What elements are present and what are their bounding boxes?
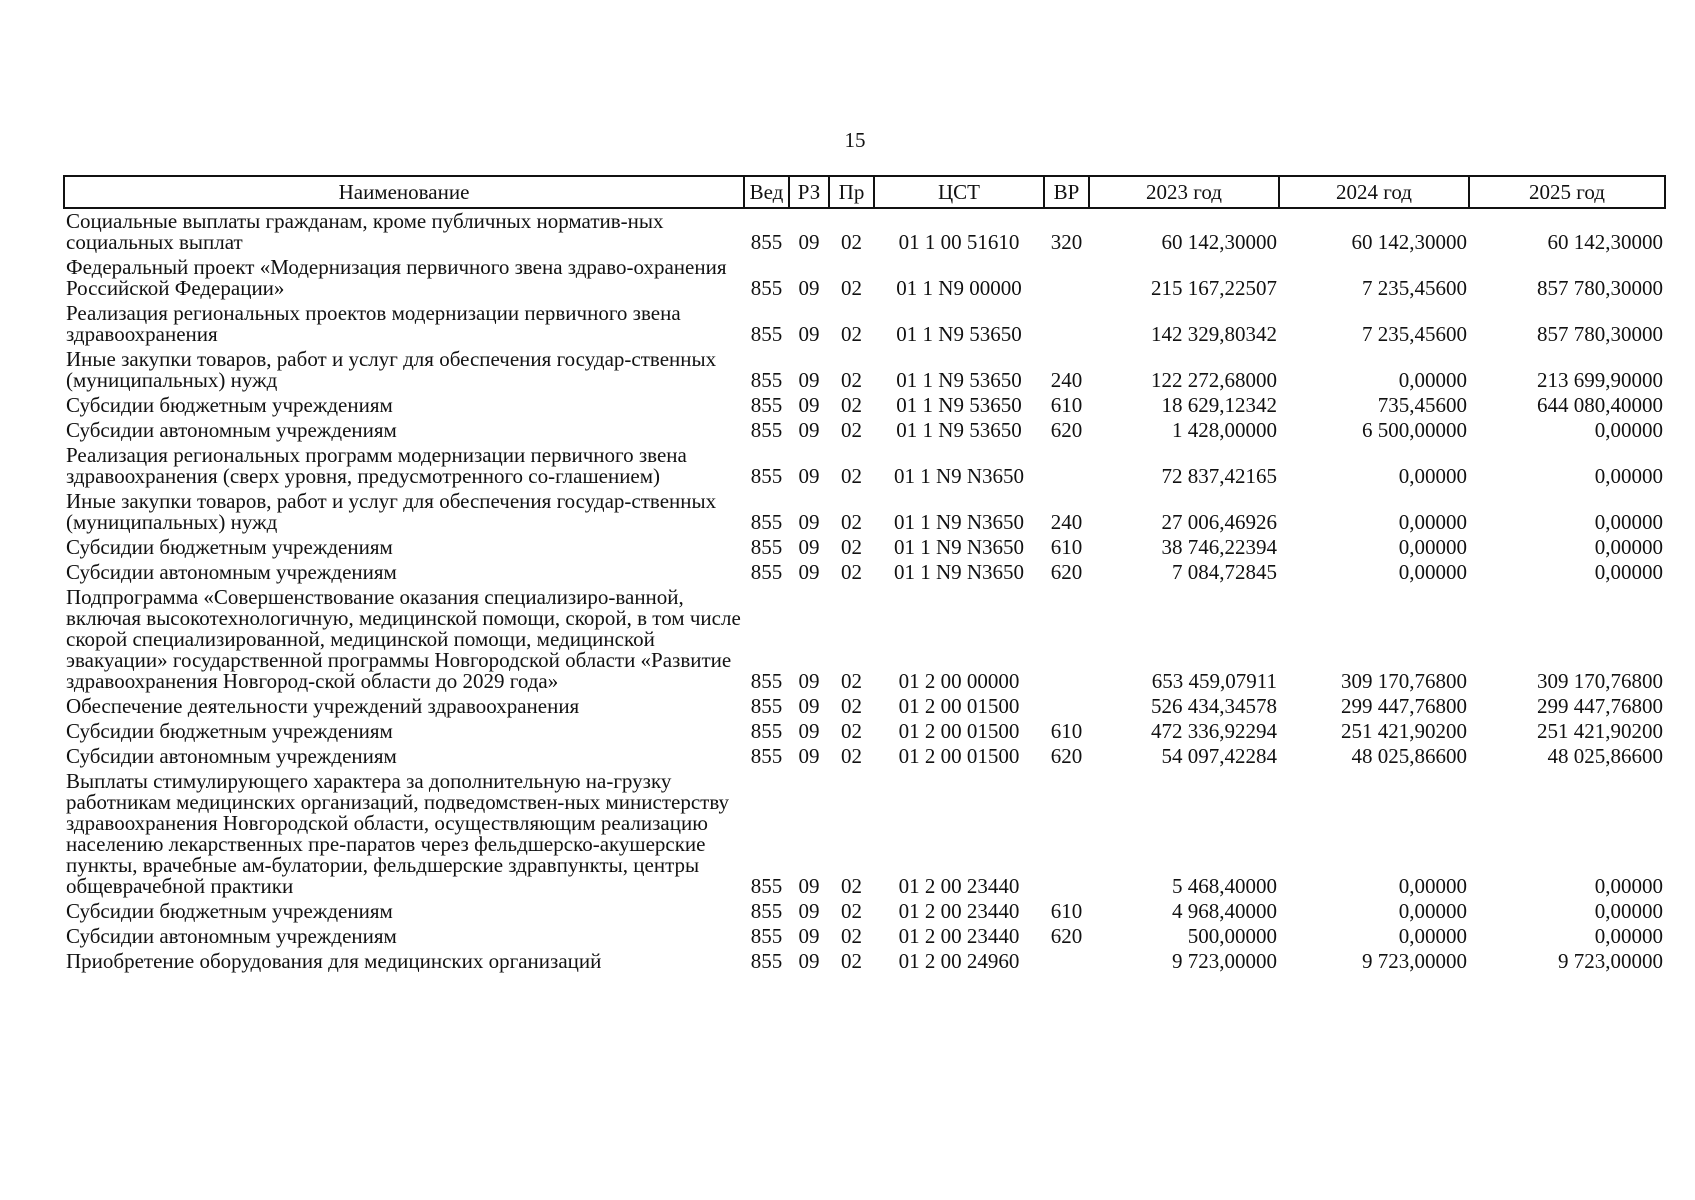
row-pr: 02 [841,669,862,693]
row-rz: 09 [798,535,820,559]
table-row [64,924,1665,949]
row-name: Реализация региональных программ модернизации первичного звена здравоохранения (сверх уровня, предусмотренного со-глашением) [66,443,687,488]
row-rz: 09 [798,393,820,417]
row-name: Выплаты стимулирующего характера за дополнительную на-грузку работникам медицинских организаций, подведомствен-ных министерству здравоохранения Новгородской области, осуществляющим реализацию населению лекарственных пре-паратов через фельдшерско-акушерские пункты, врачебные ам-булатории, фельдшерские здравпункты, центры общеврачебной практики [66,769,730,898]
row-value-2024: 0,00000 [1398,560,1467,584]
table-row [64,489,1665,535]
row-pr: 02 [841,418,862,442]
row-pr: 02 [841,535,862,559]
row-value-2024: 0,00000 [1398,924,1467,948]
row-name: Субсидии бюджетным учреждениям [66,899,393,923]
row-value-2023: 54 097,42284 [1161,744,1277,768]
row-pr: 02 [841,874,862,898]
row-name: Иные закупки товаров, работ и услуг для обеспечения государ-ственных (муниципальных) нужд [66,489,717,534]
row-rz: 09 [798,464,820,488]
table-row [64,719,1665,744]
row-name: Субсидии бюджетным учреждениям [66,535,393,559]
row-vr: 610 [1050,535,1083,559]
table-row [64,744,1665,769]
row-pr: 02 [841,322,862,346]
row-name: Приобретение оборудования для медицинских организаций [66,949,602,973]
row-ved: 855 [750,719,783,743]
row-value-2023: 142 329,80342 [1151,322,1277,346]
row-vr: 620 [1050,744,1083,768]
row-value-2024: 0,00000 [1398,874,1467,898]
table-row [64,347,1665,393]
row-value-2024: 299 447,76800 [1341,694,1467,718]
row-vr: 240 [1050,368,1083,392]
row-pr: 02 [841,694,862,718]
row-value-2025: 48 025,86600 [1547,744,1663,768]
table-body [64,208,1665,974]
table-row [64,208,1665,255]
row-value-2024: 7 235,45600 [1362,276,1467,300]
header-pr: Пр [829,176,874,208]
row-ved: 855 [750,669,783,693]
row-value-2025: 0,00000 [1594,535,1663,559]
header-name: Наименование [64,176,744,208]
row-cst: 01 2 00 23440 [898,874,1020,898]
header-cst: ЦСТ [874,176,1044,208]
row-vr: 240 [1050,510,1083,534]
row-value-2023: 38 746,22394 [1161,535,1277,559]
table-row [64,443,1665,489]
table-row [64,255,1665,301]
row-ved: 855 [750,464,783,488]
row-ved: 855 [750,393,783,417]
row-rz: 09 [798,874,820,898]
row-rz: 09 [798,276,820,300]
row-ved: 855 [750,744,783,768]
row-pr: 02 [841,368,862,392]
row-cst: 01 1 N9 53650 [896,322,1022,346]
header-rz: РЗ [789,176,829,208]
row-rz: 09 [798,368,820,392]
row-value-2024: 0,00000 [1398,368,1467,392]
table-row [64,393,1665,418]
row-rz: 09 [798,744,820,768]
row-pr: 02 [841,560,862,584]
row-rz: 09 [798,719,820,743]
row-vr [1044,255,1089,301]
row-ved: 855 [750,230,783,254]
row-value-2024: 0,00000 [1398,510,1467,534]
row-ved: 855 [750,694,783,718]
row-value-2023: 215 167,22507 [1151,276,1277,300]
row-cst: 01 2 00 01500 [898,719,1020,743]
row-value-2023: 472 336,92294 [1151,719,1277,743]
row-value-2025: 213 699,90000 [1537,368,1663,392]
row-name: Субсидии бюджетным учреждениям [66,393,393,417]
row-value-2024: 309 170,76800 [1341,669,1467,693]
row-cst: 01 1 00 51610 [898,230,1020,254]
row-ved: 855 [750,510,783,534]
row-pr: 02 [841,230,862,254]
row-value-2023: 526 434,34578 [1151,694,1277,718]
row-cst: 01 1 N9 53650 [896,393,1022,417]
row-rz: 09 [798,669,820,693]
row-pr: 02 [841,719,862,743]
row-cst: 01 1 N9 N3650 [893,560,1025,584]
row-value-2023: 9 723,00000 [1172,949,1277,973]
row-cst: 01 1 N9 N3650 [893,535,1025,559]
row-vr [1044,694,1089,719]
row-rz: 09 [798,560,820,584]
row-value-2023: 1 428,00000 [1172,418,1277,442]
row-value-2024: 7 235,45600 [1362,322,1467,346]
row-cst: 01 2 00 23440 [898,924,1020,948]
row-rz: 09 [798,949,820,973]
row-rz: 09 [798,510,820,534]
row-ved: 855 [750,368,783,392]
header-2023: 2023 год [1089,176,1279,208]
row-value-2023: 60 142,30000 [1161,230,1277,254]
row-cst: 01 2 00 00000 [898,669,1020,693]
row-value-2025: 0,00000 [1594,418,1663,442]
row-vr: 610 [1050,899,1083,923]
row-name: Обеспечение деятельности учреждений здравоохранения [66,694,580,718]
row-value-2023: 4 968,40000 [1172,899,1277,923]
table-row [64,418,1665,443]
row-value-2025: 0,00000 [1594,464,1663,488]
row-name: Подпрограмма «Совершенствование оказания специализиро-ванной, включая высокотехнологичную, медицинской помощи, скорой, в том числе скорой специализированной, медицинской помощи, медицинской эвакуации» государственной программы Новгородской области «Развитие здравоохранения Новгород-ской области до 2029 года» [66,585,741,693]
row-value-2023: 27 006,46926 [1161,510,1277,534]
row-cst: 01 1 N9 53650 [896,418,1022,442]
row-rz: 09 [798,418,820,442]
row-rz: 09 [798,230,820,254]
header-2025: 2025 год [1469,176,1665,208]
row-value-2023: 7 084,72845 [1172,560,1277,584]
row-name: Реализация региональных проектов модернизации первичного звена здравоохранения [66,301,681,346]
table-row [64,949,1665,974]
row-ved: 855 [750,535,783,559]
table-row [64,301,1665,347]
row-cst: 01 1 N9 00000 [896,276,1022,300]
row-value-2025: 0,00000 [1594,560,1663,584]
row-vr [1044,301,1089,347]
row-value-2025: 309 170,76800 [1537,669,1663,693]
table-row [64,560,1665,585]
row-value-2025: 0,00000 [1594,874,1663,898]
row-pr: 02 [841,393,862,417]
row-pr: 02 [841,744,862,768]
row-vr [1044,443,1089,489]
row-vr: 610 [1050,393,1083,417]
row-value-2024: 0,00000 [1398,899,1467,923]
row-ved: 855 [750,924,783,948]
row-name: Субсидии автономным учреждениям [66,418,397,442]
row-value-2024: 9 723,00000 [1362,949,1467,973]
row-name: Субсидии автономным учреждениям [66,924,397,948]
row-name: Субсидии бюджетным учреждениям [66,719,393,743]
row-value-2023: 72 837,42165 [1161,464,1277,488]
row-rz: 09 [798,899,820,923]
row-rz: 09 [798,322,820,346]
row-value-2024: 48 025,86600 [1351,744,1467,768]
row-cst: 01 1 N9 53650 [896,368,1022,392]
row-vr: 620 [1050,560,1083,584]
row-pr: 02 [841,510,862,534]
row-vr: 620 [1050,418,1083,442]
row-value-2025: 9 723,00000 [1558,949,1663,973]
row-value-2023: 500,00000 [1187,924,1277,948]
row-name: Субсидии автономным учреждениям [66,744,397,768]
row-value-2023: 18 629,12342 [1161,393,1277,417]
row-pr: 02 [841,276,862,300]
row-pr: 02 [841,924,862,948]
row-cst: 01 2 00 23440 [898,899,1020,923]
row-value-2025: 857 780,30000 [1537,276,1663,300]
table-row [64,535,1665,560]
row-value-2023: 653 459,07911 [1151,669,1277,693]
row-value-2024: 735,45600 [1377,393,1467,417]
row-ved: 855 [750,949,783,973]
row-ved: 855 [750,899,783,923]
row-rz: 09 [798,924,820,948]
row-value-2024: 6 500,00000 [1362,418,1467,442]
table-header [64,176,1665,208]
row-vr [1044,949,1089,974]
row-name: Социальные выплаты гражданам, кроме публичных норматив-ных социальных выплат [66,209,664,254]
row-pr: 02 [841,949,862,973]
row-vr: 620 [1050,924,1083,948]
row-value-2025: 0,00000 [1594,924,1663,948]
header-row [64,176,1665,208]
table-row [64,694,1665,719]
row-ved: 855 [750,418,783,442]
row-vr [1044,585,1089,694]
row-ved: 855 [750,322,783,346]
row-value-2025: 251 421,90200 [1537,719,1663,743]
row-value-2024: 251 421,90200 [1341,719,1467,743]
row-cst: 01 1 N9 N3650 [893,464,1025,488]
row-value-2025: 299 447,76800 [1537,694,1663,718]
table-row [64,585,1665,694]
row-cst: 01 2 00 01500 [898,744,1020,768]
row-ved: 855 [750,874,783,898]
page-number: 15 [844,128,866,152]
budget-table [63,175,1666,974]
row-value-2024: 0,00000 [1398,464,1467,488]
row-value-2025: 60 142,30000 [1547,230,1663,254]
table-row [64,769,1665,899]
row-ved: 855 [750,276,783,300]
row-pr: 02 [841,899,862,923]
header-ved: Вед [744,176,789,208]
header-vr: ВР [1044,176,1089,208]
row-cst: 01 2 00 24960 [898,949,1020,973]
row-value-2025: 0,00000 [1594,510,1663,534]
row-vr [1044,769,1089,899]
row-ved: 855 [750,560,783,584]
row-value-2023: 122 272,68000 [1151,368,1277,392]
row-value-2024: 0,00000 [1398,535,1467,559]
row-vr: 610 [1050,719,1083,743]
header-2024: 2024 год [1279,176,1469,208]
row-cst: 01 2 00 01500 [898,694,1020,718]
row-pr: 02 [841,464,862,488]
row-value-2024: 60 142,30000 [1351,230,1467,254]
row-name: Иные закупки товаров, работ и услуг для обеспечения государ-ственных (муниципальных) нужд [66,347,717,392]
row-value-2025: 857 780,30000 [1537,322,1663,346]
row-name: Субсидии автономным учреждениям [66,560,397,584]
row-vr: 320 [1050,230,1083,254]
row-name: Федеральный проект «Модернизация первичного звена здраво-охранения Российской Федерации» [66,255,727,300]
row-cst: 01 1 N9 N3650 [893,510,1025,534]
row-rz: 09 [798,694,820,718]
table-row [64,899,1665,924]
row-value-2025: 644 080,40000 [1537,393,1663,417]
row-value-2025: 0,00000 [1594,899,1663,923]
row-value-2023: 5 468,40000 [1172,874,1277,898]
